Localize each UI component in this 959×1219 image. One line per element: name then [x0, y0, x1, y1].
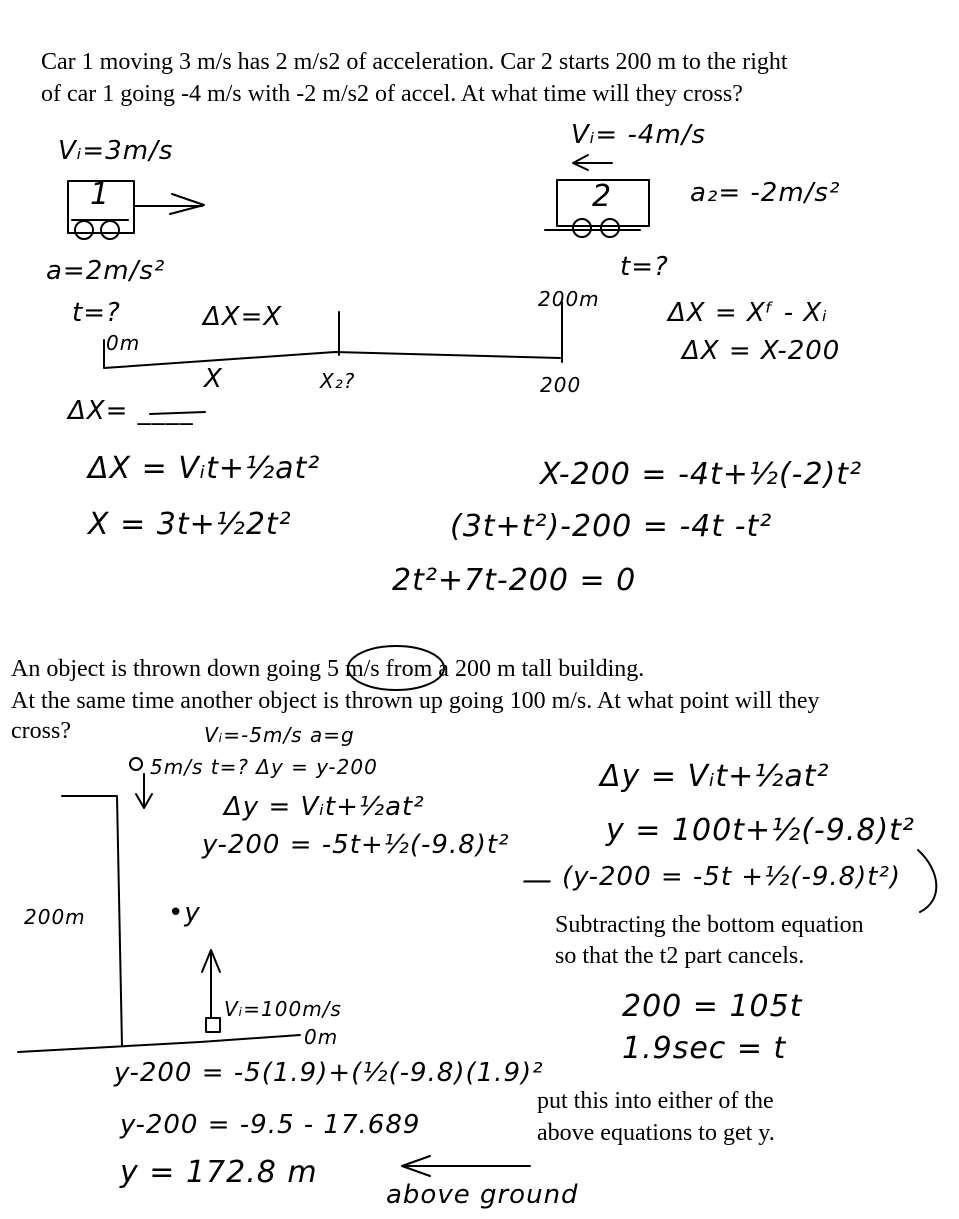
note-substitute-line-2: above equations to get y.: [537, 1120, 775, 1146]
right-bracket: [918, 850, 936, 912]
given-values-1: Vᵢ=-5m/s a=g: [204, 723, 355, 747]
blank-displacement: ΔX= ____: [68, 396, 194, 426]
quadratic-equation: 2t²+7t-200 = 0: [392, 563, 637, 598]
thrown-object-box: [206, 1018, 220, 1032]
problem-2-statement-line-1: An object is thrown down going 5 m/s from a 200 m tall building.: [11, 656, 645, 682]
up-arrow-icon: [202, 950, 220, 1018]
car-2-start-label: 200m: [538, 287, 600, 311]
car-1-displacement: ΔX=X: [203, 302, 283, 332]
displacement-equation: Δy = Vᵢt+½at²: [224, 792, 425, 822]
x-label: X: [204, 364, 223, 394]
origin-label: 0m: [106, 331, 141, 355]
note-subtracting-line-2: so that the t2 part cancels.: [555, 943, 805, 969]
downward-object-equation: (y-200 = -5t +½(-9.8)t²): [562, 862, 902, 892]
crossing-point-label: •y: [168, 898, 201, 928]
right-kinematic-equation: Δy = Vᵢt+½at²: [600, 759, 830, 794]
down-arrow-icon: [130, 758, 152, 808]
given-values-2: 5m/s t=? Δy = y-200: [150, 755, 378, 779]
car-2-arrow-icon: [573, 155, 612, 170]
solve-for-time: 200 = 105t: [622, 989, 803, 1024]
car-1-initial-velocity: Vᵢ=3m/s: [58, 136, 174, 166]
car-2-equation: X-200 = -4t+½(-2)t²: [540, 457, 863, 492]
car-2-displacement: ΔX = X-200: [682, 336, 841, 366]
substitution-step-1: y-200 = -5(1.9)+(½(-9.8)(1.9)²: [114, 1058, 544, 1088]
final-answer: y = 172.8 m: [120, 1155, 318, 1190]
ground-label: 0m: [304, 1025, 339, 1049]
problem-1-statement-line-1: Car 1 moving 3 m/s has 2 m/s2 of acceleration. Car 2 starts 200 m to the right: [41, 49, 788, 75]
ground-line: [18, 1035, 300, 1052]
building-height-label: 200m: [24, 905, 86, 929]
problem-2-statement-line-3: cross?: [11, 718, 71, 744]
subtraction-sign: —: [522, 863, 553, 898]
substituted-equation: (3t+t²)-200 = -4t -t²: [450, 509, 773, 544]
car-1-arrow-icon: [134, 194, 204, 214]
upward-velocity-label: Vᵢ=100m/s: [224, 997, 342, 1021]
time-result: 1.9sec = t: [622, 1031, 787, 1066]
problem-1-statement-line-2: of car 1 going -4 m/s with -2 m/s2 of accel. At what time will they cross?: [41, 81, 743, 107]
car-2-label: 2: [592, 179, 613, 214]
upward-object-equation: y = 100t+½(-9.8)t²: [606, 813, 915, 848]
car-1-equation: X = 3t+½2t²: [88, 507, 292, 542]
car-2-time-unknown: t=?: [620, 252, 669, 282]
car-1-time-unknown: t=?: [72, 298, 121, 328]
number-line: [104, 302, 562, 368]
kinematic-equation: ΔX = Vᵢt+½at²: [88, 451, 321, 486]
answer-arrow-icon: [402, 1156, 530, 1176]
car-1-label: 1: [90, 177, 111, 212]
note-subtracting-line-1: Subtracting the bottom equation: [555, 912, 864, 938]
note-substitute-line-1: put this into either of the: [537, 1088, 774, 1114]
car-2-acceleration: a₂= -2m/s²: [690, 178, 841, 208]
x2-label: X₂?: [320, 369, 356, 393]
car-1-acceleration: a=2m/s²: [46, 256, 166, 286]
answer-note: above ground: [386, 1180, 579, 1210]
car-2-displacement-definition: ΔX = Xᶠ - Xᵢ: [668, 298, 828, 328]
car-2-initial-velocity: Vᵢ= -4m/s: [571, 120, 707, 150]
problem-2-statement-line-2: At the same time another object is thrown up going 100 m/s. At what point will they: [11, 688, 820, 714]
position-200-label: 200: [540, 373, 582, 397]
falling-object-equation: y-200 = -5t+½(-9.8)t²: [202, 830, 510, 860]
substitution-step-2: y-200 = -9.5 - 17.689: [120, 1110, 421, 1140]
